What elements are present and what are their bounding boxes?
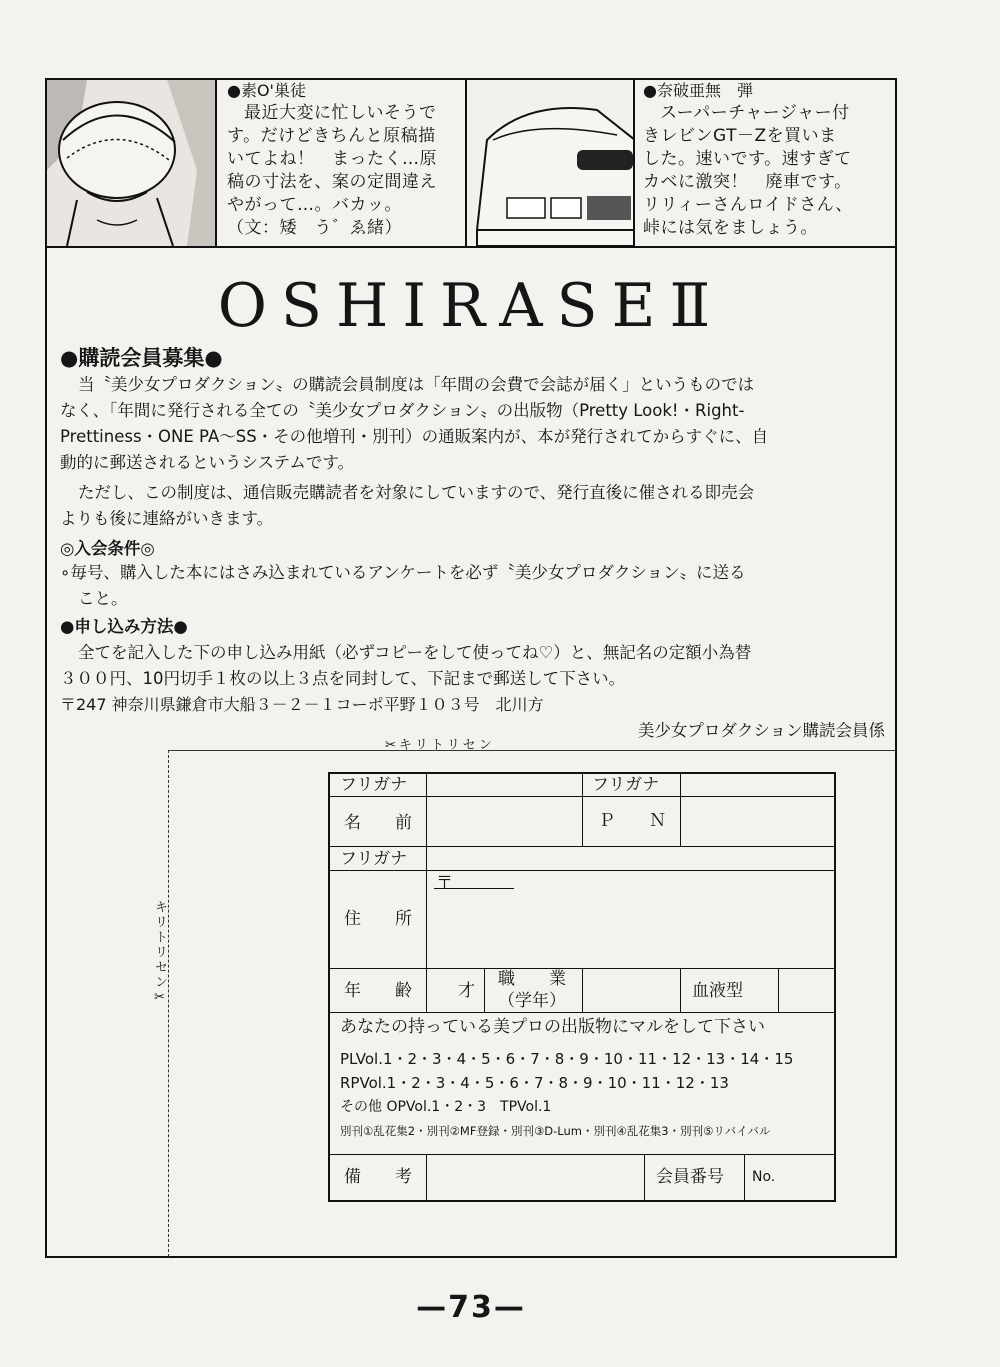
note-line: 最近大変に忙しいそうで (244, 103, 437, 123)
note-author: ●素O'巣徒 (227, 81, 306, 100)
conditions-text (60, 560, 885, 612)
text-line: なく、「年間に発行される全ての〝美少女プロダクション〟の出版物（Pretty Look!・Right- (60, 401, 745, 420)
publications-other[interactable]: その他 OPVol.1・2・3 TPVol.1 (340, 1099, 552, 1115)
character-illustration (47, 80, 217, 246)
publications-pl[interactable]: PLVol.1・2・3・4・5・6・7・8・9・10・11・12・13・14・15 (340, 1050, 794, 1068)
cut-label-horizontal (385, 734, 495, 753)
note-line: リリィーさんロイドさん、 (643, 195, 853, 215)
zip-mark: 〒 (436, 873, 453, 893)
publications-prompt: あなたの持っている美プロの出版物にマルをして下さい (340, 1017, 765, 1037)
mailing-address: 〒247 神奈川県鎌倉市大船３－２－１コーポ平野１０３号 北川方 (60, 695, 544, 714)
zip-underline (434, 888, 514, 889)
staff-note-1 (215, 80, 467, 246)
address-field[interactable] (428, 872, 832, 966)
name-label: 名 前 (344, 813, 412, 833)
remarks-field[interactable] (428, 1156, 642, 1198)
note-line: した。速いです。速すぎて (643, 149, 852, 169)
note-line: きレビンGT－Zを買いま (643, 126, 837, 146)
form-rule (426, 774, 427, 968)
cut-line-horizontal (168, 750, 895, 751)
form-rule (644, 1154, 645, 1200)
publications-supplements[interactable]: 別刊①乱花集2・別刊②MF登録・別刊③D-Lum・別刊④乱花集3・別刊⑤リバイバル (340, 1124, 771, 1138)
remarks-label: 備 考 (344, 1167, 412, 1187)
age-field[interactable] (428, 970, 482, 1010)
apply-heading: ●申し込み方法● (60, 617, 188, 636)
application-form (328, 772, 836, 1202)
form-rule (680, 774, 681, 846)
occupation-field[interactable] (584, 970, 678, 1010)
form-rule (330, 846, 834, 847)
text-line: 当〝美少女プロダクション〟の購読会員制度は「年間の会費で会誌が届く」というものでは (78, 375, 755, 394)
note-line: す。だけどきちんと原稿描 (227, 126, 436, 146)
note-line: スーパーチャージャー付 (660, 103, 850, 123)
name-field[interactable] (428, 798, 580, 844)
blood-type-label: 血液型 (692, 981, 743, 1001)
car-illustration (467, 80, 635, 246)
text-line: ３００円、10円切手１枚の以上３点を同封して、下記まで郵送して下さい。 (60, 669, 626, 688)
furigana-label: フリガナ (340, 849, 408, 869)
department-name: 美少女プロダクション購読会員係 (637, 721, 885, 740)
blood-type-field[interactable] (780, 970, 832, 1010)
occupation-label: 職 業 (498, 969, 566, 989)
address-label: 住 所 (344, 909, 412, 929)
form-rule (330, 870, 834, 871)
text-line: 動的に郵送されるというシステムです。 (60, 453, 355, 472)
form-rule (484, 968, 485, 1012)
note-line: 峠には気をましょう。 (643, 218, 818, 238)
section-heading-subscription: ●購読会員募集● (60, 346, 223, 370)
member-number-prefix: No. (752, 1169, 776, 1185)
name-furigana-field[interactable] (428, 774, 580, 796)
note-author: ●奈破亜無 弾 (643, 81, 753, 100)
form-rule (426, 1154, 427, 1200)
note-line: やがって…。バカッ。 (227, 195, 402, 215)
publications-rp[interactable]: RPVol.1・2・3・4・5・6・7・8・9・10・11・12・13 (340, 1074, 729, 1092)
staff-note-2 (635, 80, 895, 246)
page-title: OSHIRASEⅡ (217, 271, 725, 341)
note-line: いてよね！ まったく…原 (227, 149, 437, 169)
note-line: 稿の寸法を、案の定間違え (227, 172, 437, 192)
cut-label-text: キリトリセン (152, 900, 167, 990)
apply-text (60, 640, 885, 692)
pen-name-label: Ｐ Ｎ (598, 811, 666, 831)
text-line: こと。 (78, 589, 128, 608)
note-line: カベに激突！ 廃車です。 (643, 172, 852, 192)
form-rule (330, 1154, 834, 1155)
cut-line-vertical (168, 750, 169, 1257)
cut-label-text: キリトリセン (398, 738, 495, 753)
pn-furigana-field[interactable] (682, 774, 832, 796)
text-line: 全てを記入した下の申し込み用紙（必ずコピーをして使ってね♡）と、無記名の定額小為替 (78, 643, 752, 662)
note-line: （文：矮 う゛ゑ緒） (227, 218, 402, 238)
form-rule (582, 968, 583, 1012)
pen-name-field[interactable] (682, 798, 832, 844)
subscription-paragraph-2 (60, 480, 885, 532)
text-line: ∘毎号、購入した本にはさみ込まれているアンケートを必ず〝美少女プロダクション〟に送る (60, 563, 746, 582)
page-number: —73— (416, 1290, 526, 1325)
address-furigana-field[interactable] (428, 848, 832, 870)
grade-label: （学年） (498, 991, 566, 1011)
furigana-label: フリガナ (340, 775, 408, 795)
form-rule (744, 1154, 745, 1200)
cut-label-vertical (150, 900, 168, 1007)
form-rule (582, 774, 583, 846)
conditions-heading: ◎入会条件◎ (60, 539, 155, 558)
form-rule (680, 968, 681, 1012)
form-rule (426, 968, 427, 1012)
text-line: よりも後に連絡がいきます。 (60, 509, 274, 528)
form-rule (330, 1012, 834, 1013)
member-number-label: 会員番号 (656, 1167, 724, 1187)
text-line: ただし、この制度は、通信販売購読者を対象にしていますので、発行直後に催される即売会 (78, 483, 755, 502)
furigana-label: フリガナ (592, 775, 660, 795)
scissors-icon: ✂ (152, 990, 167, 1007)
age-unit: 才 (458, 981, 475, 1001)
text-line: Prettiness・ONE PA～SS・その他増刊・別刊）の通販案内が、本が発行されてからすぐに、自 (60, 427, 769, 446)
subscription-paragraph-1 (60, 372, 885, 476)
scissors-icon: ✂ (385, 738, 399, 753)
age-label: 年 齢 (344, 981, 412, 1001)
form-rule (778, 968, 779, 1012)
